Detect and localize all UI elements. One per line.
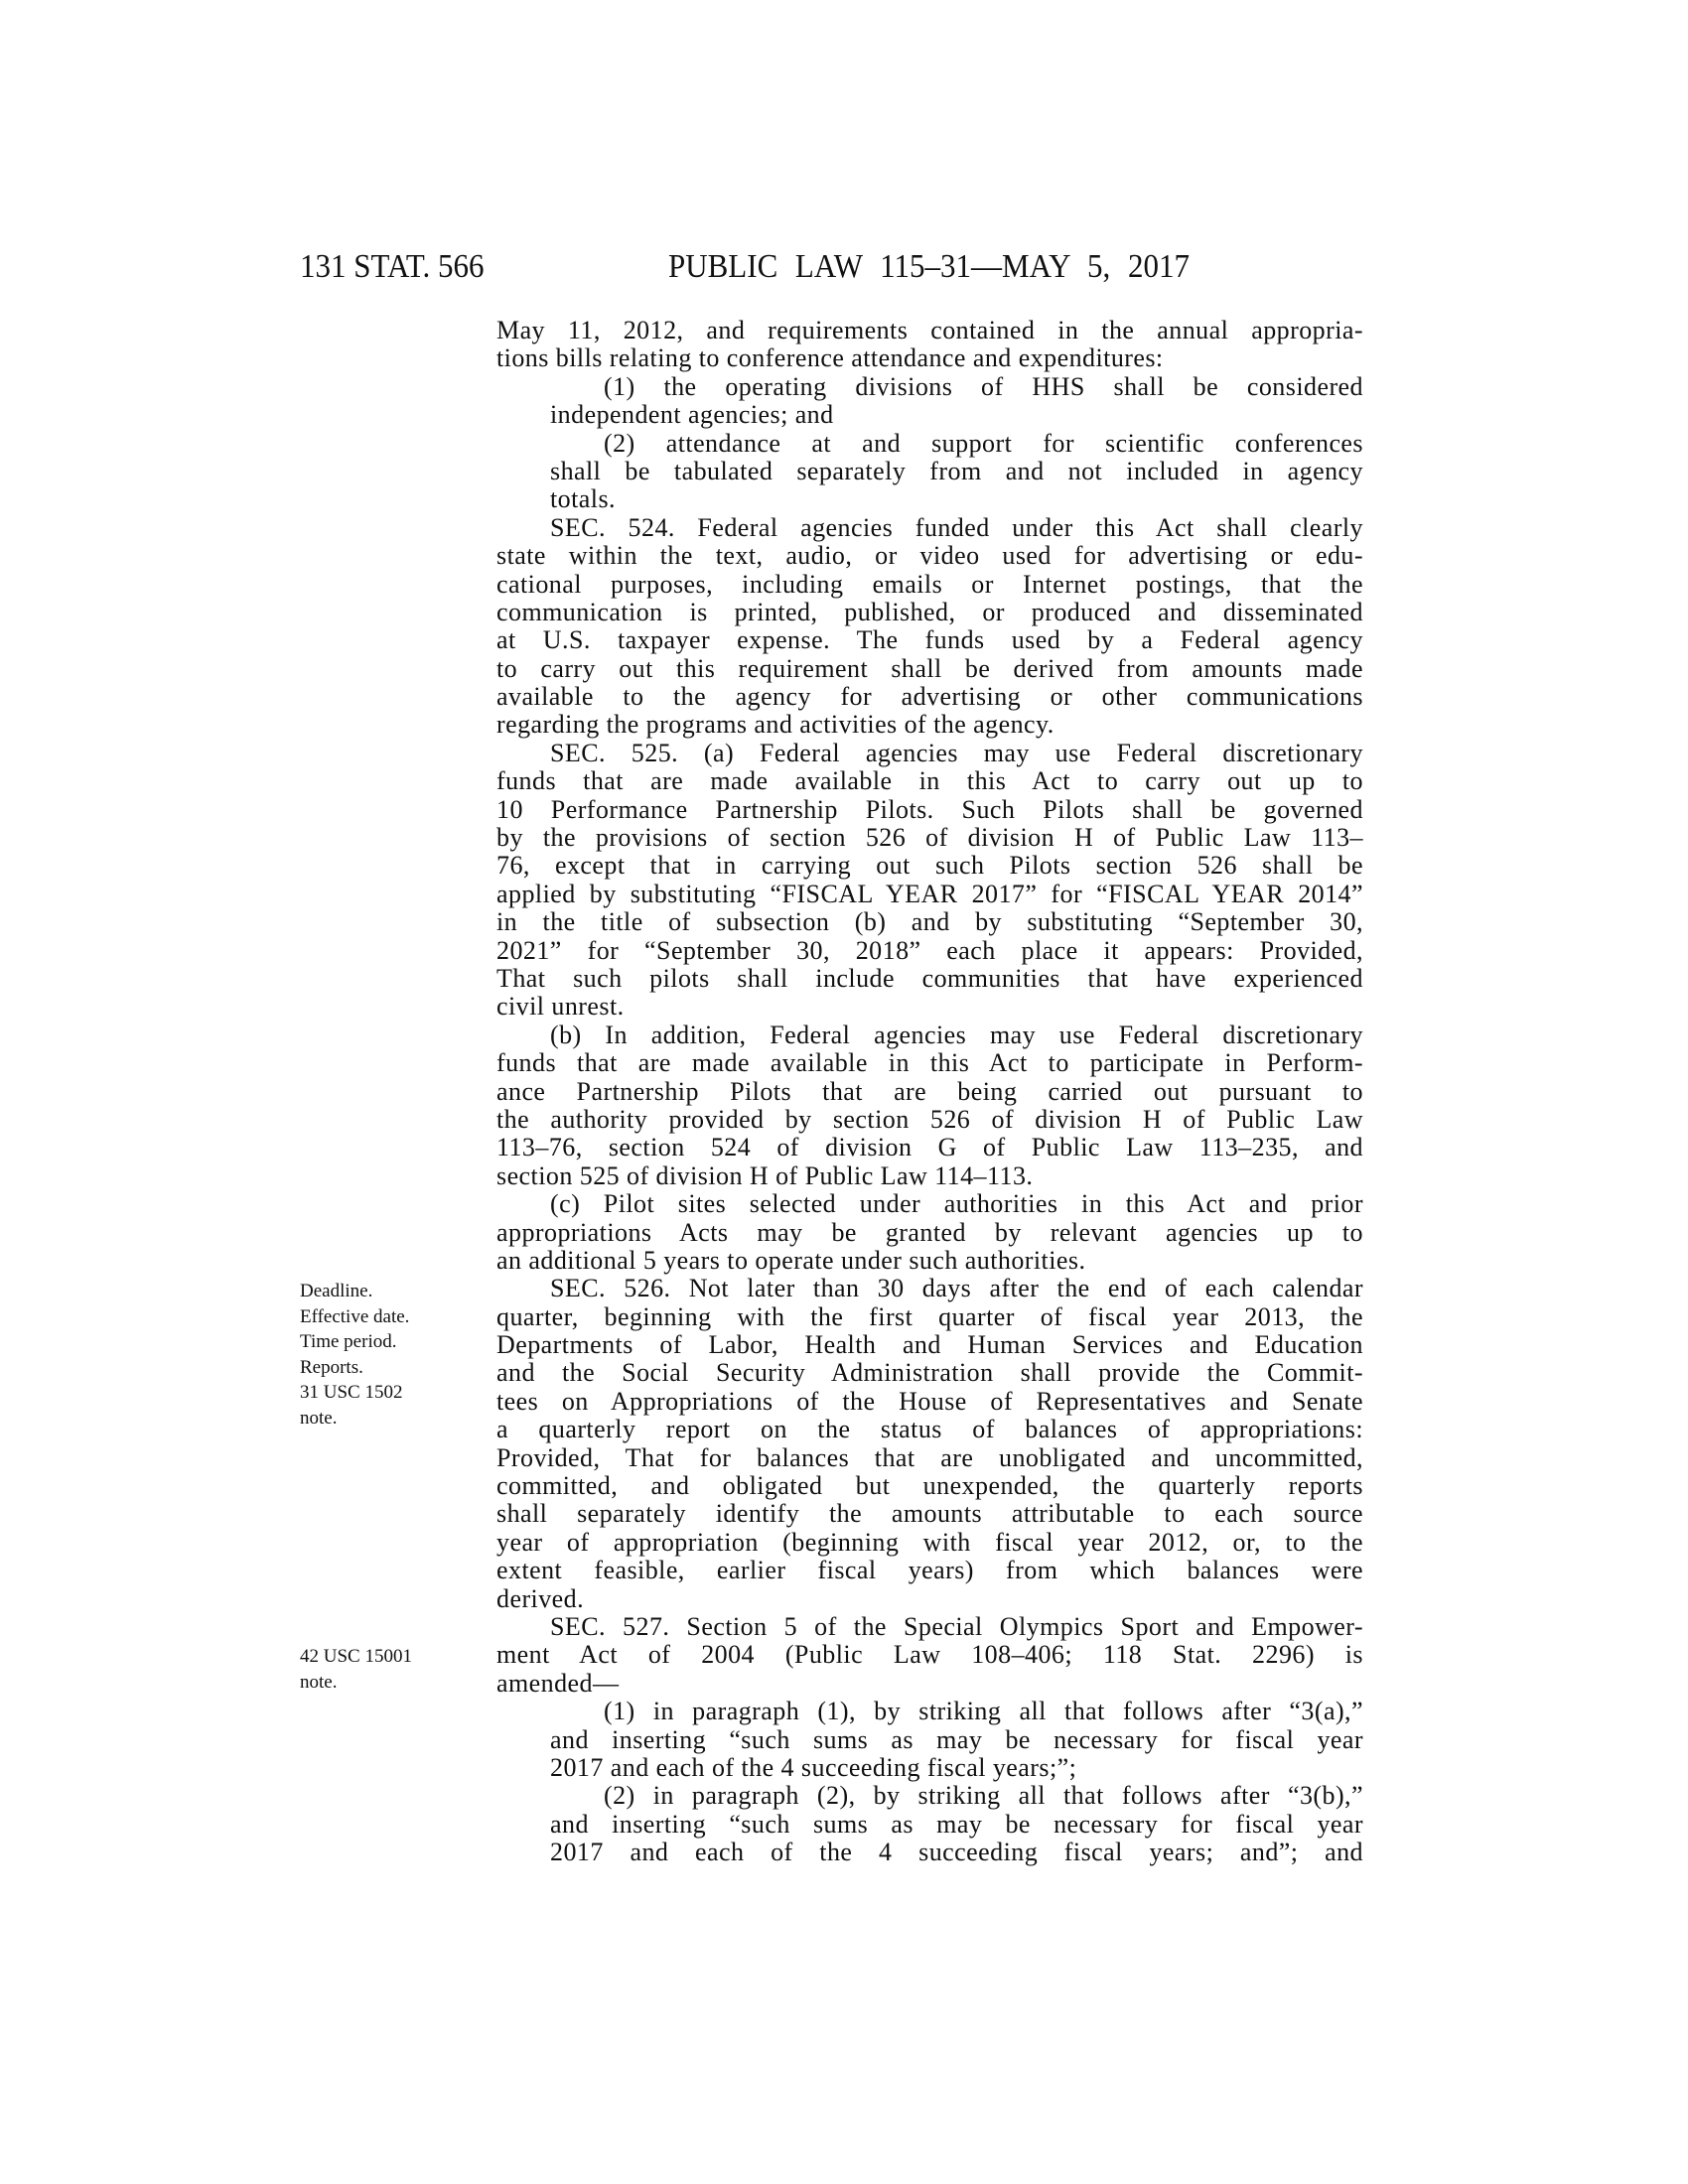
margin-note-line: Reports. <box>300 1356 363 1378</box>
text-line: and inserting “such sums as may be necessary for fiscal year <box>550 1809 1363 1839</box>
margin-note-line: Time period. <box>300 1331 397 1353</box>
text-line: That such pilots shall include communities that have experienced <box>496 963 1363 993</box>
text-line: the authority provided by section 526 of division H of Public Law <box>496 1104 1363 1134</box>
text-line: (c) Pilot sites selected under authorities in this Act and prior <box>550 1189 1363 1219</box>
text-line: 113–76, section 524 of division G of Public Law 113–235, and <box>496 1133 1363 1162</box>
text-line: shall be tabulated separately from and not included in agency <box>550 456 1363 485</box>
margin-note-block <box>300 1279 409 1432</box>
text-line: SEC. 524. Federal agencies funded under this Act shall clearly <box>550 512 1363 542</box>
text-line: ance Partnership Pilots that are being carried out pursuant to <box>496 1076 1363 1106</box>
text-line: 2017 and each of the 4 succeeding fiscal years; and”; and <box>550 1838 1363 1867</box>
text-line: appropriations Acts may be granted by relevant agencies up to <box>496 1217 1363 1247</box>
text-line: regarding the programs and activities of the agency. <box>496 710 1055 740</box>
text-line: 2017 and each of the 4 succeeding fiscal years;”; <box>550 1752 1077 1782</box>
text-line: quarter, beginning with the first quarter of fiscal year 2013, the <box>496 1301 1363 1331</box>
text-line: a quarterly report on the status of balances of appropriations: <box>496 1415 1363 1444</box>
text-line: applied by substituting “FISCAL YEAR 2017” for “FISCAL YEAR 2014” <box>496 879 1363 908</box>
margin-note-line: note. <box>300 1407 338 1429</box>
text-line: to carry out this requirement shall be derived from amounts made <box>496 653 1363 683</box>
text-line: at U.S. taxpayer expense. The funds used by a Federal agency <box>496 625 1363 655</box>
text-line: SEC. 527. Section 5 of the Special Olympics Sport and Empower- <box>550 1611 1363 1641</box>
text-line: independent agencies; and <box>550 400 834 430</box>
text-line: funds that are made available in this Act to participate in Perform- <box>496 1048 1363 1078</box>
margin-note-line: 31 USC 1502 <box>300 1382 403 1404</box>
text-line: shall separately identify the amounts attributable to each source <box>496 1499 1363 1529</box>
text-line: totals. <box>550 484 616 514</box>
text-line: state within the text, audio, or video used for advertising or edu- <box>496 541 1363 571</box>
text-line: (1) the operating divisions of HHS shall be considered <box>604 371 1363 401</box>
text-line: by the provisions of section 526 of division H of Public Law 113– <box>496 823 1363 853</box>
text-line: and inserting “such sums as may be necessary for fiscal year <box>550 1724 1363 1754</box>
statute-body-text <box>496 317 1363 1866</box>
text-line: (1) in paragraph (1), by striking all that follows after “3(a),” <box>604 1697 1363 1726</box>
text-line: committed, and obligated but unexpended, the quarterly reports <box>496 1471 1363 1501</box>
text-line: cational purposes, including emails or Internet postings, that the <box>496 569 1363 599</box>
margin-note-block <box>300 1644 412 1695</box>
text-line: year of appropriation (beginning with fiscal year 2012, or, to the <box>496 1527 1363 1557</box>
statute-page-number: 131 STAT. 566 <box>300 246 485 285</box>
margin-note-line: Deadline. <box>300 1281 373 1301</box>
text-line: tees on Appropriations of the House of Representatives and Senate <box>496 1386 1363 1416</box>
text-line: (2) attendance at and support for scientific conferences <box>604 428 1363 458</box>
text-line: amended— <box>496 1668 620 1698</box>
text-line: SEC. 526. Not later than 30 days after the end of each calendar <box>550 1274 1363 1303</box>
text-line: extent feasible, earlier fiscal years) from which balances were <box>496 1556 1363 1585</box>
text-line: Provided, That for balances that are unobligated and uncommitted, <box>496 1442 1363 1472</box>
text-line: derived. <box>496 1583 585 1613</box>
margin-note-line: 42 USC 15001 <box>300 1646 412 1667</box>
margin-note-line: note. <box>300 1671 338 1693</box>
margin-note-line: Effective date. <box>300 1305 410 1327</box>
text-line: available to the agency for advertising or other communications <box>496 682 1363 712</box>
text-line: (2) in paragraph (2), by striking all that follows after “3(b),” <box>604 1781 1363 1811</box>
text-line: 10 Performance Partnership Pilots. Such Pilots shall be governed <box>496 794 1363 824</box>
text-line: SEC. 525. (a) Federal agencies may use Federal discretionary <box>550 738 1363 767</box>
text-line: May 11, 2012, and requirements contained in the annual appropria- <box>496 316 1363 344</box>
text-line: ment Act of 2004 (Public Law 108–406; 118 Stat. 2296) is <box>496 1640 1363 1670</box>
text-line: 2021” for “September 30, 2018” each place it appears: Provided, <box>496 935 1363 965</box>
text-line: civil unrest. <box>496 992 625 1022</box>
text-line: tions bills relating to conference attendance and expenditures: <box>496 343 1164 373</box>
text-line: 76, except that in carrying out such Pilots section 526 shall be <box>496 851 1363 881</box>
text-line: funds that are made available in this Act to carry out up to <box>496 766 1363 796</box>
running-header-title: PUBLIC LAW 115–31—MAY 5, 2017 <box>668 246 1190 285</box>
text-line: and the Social Security Administration shall provide the Commit- <box>496 1358 1363 1388</box>
text-line: communication is printed, published, or produced and disseminated <box>496 597 1363 626</box>
text-line: in the title of subsection (b) and by substituting “September 30, <box>496 907 1363 937</box>
text-line: section 525 of division H of Public Law 114–113. <box>496 1160 1034 1190</box>
text-line: (b) In addition, Federal agencies may use Federal discretionary <box>550 1020 1363 1049</box>
text-line: an additional 5 years to operate under such authorities. <box>496 1245 1086 1275</box>
text-line: Departments of Labor, Health and Human Services and Education <box>496 1330 1363 1360</box>
